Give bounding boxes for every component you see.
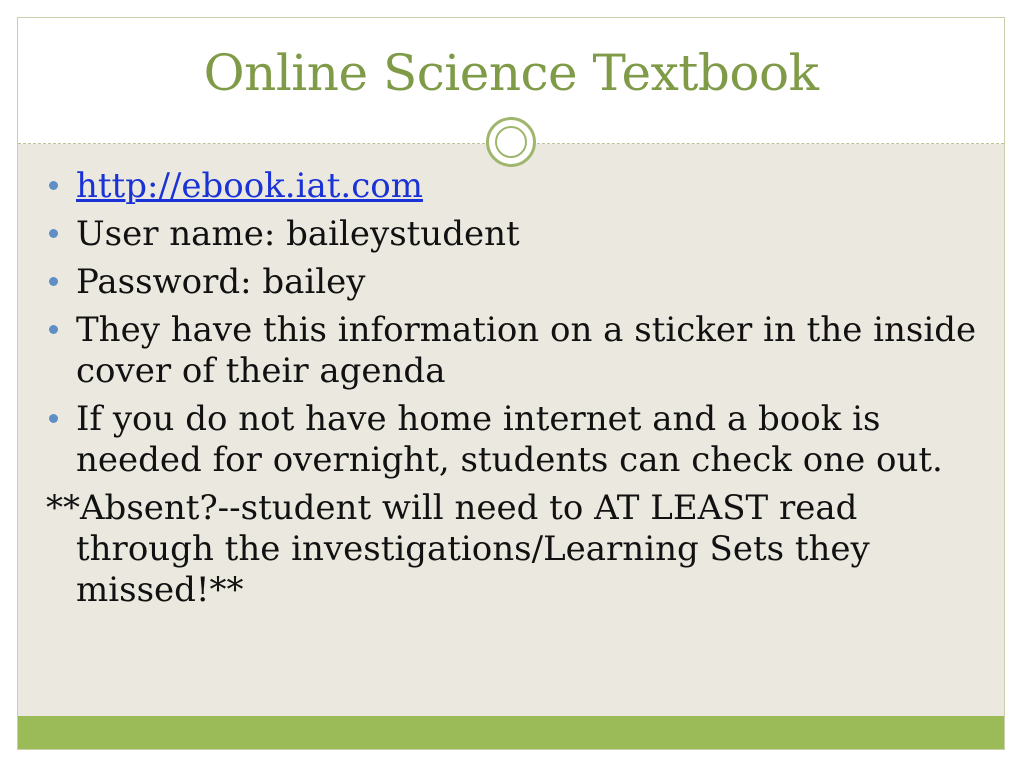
list-item bbox=[46, 310, 986, 392]
username-text: User name: baileystudent bbox=[76, 214, 520, 254]
bullet-icon bbox=[49, 181, 58, 190]
bullet-icon bbox=[49, 229, 58, 238]
bullet-icon bbox=[49, 325, 58, 334]
list-item bbox=[46, 166, 986, 207]
absent-note: **Absent?--student will need to AT LEAST read through the investigations/Learning Sets they missed!** bbox=[46, 488, 870, 610]
checkout-info-text: If you do not have home internet and a book is needed for overnight, students can check one out. bbox=[76, 399, 943, 480]
slide-title: Online Science Textbook bbox=[203, 44, 819, 102]
password-text: Password: bailey bbox=[76, 262, 366, 302]
list-item bbox=[46, 399, 986, 481]
slide bbox=[17, 17, 1005, 750]
ebook-link[interactable]: http://ebook.iat.com bbox=[76, 166, 423, 206]
circle-ornament-inner bbox=[495, 126, 527, 158]
list-item bbox=[46, 214, 986, 255]
bullet-icon bbox=[49, 414, 58, 423]
circle-ornament-icon bbox=[486, 117, 536, 167]
footer-bar bbox=[18, 716, 1004, 749]
slide-content bbox=[46, 166, 986, 611]
list-item bbox=[46, 262, 986, 303]
bullet-icon bbox=[49, 277, 58, 286]
sticker-info-text: They have this information on a sticker in the inside cover of their agenda bbox=[76, 310, 977, 391]
